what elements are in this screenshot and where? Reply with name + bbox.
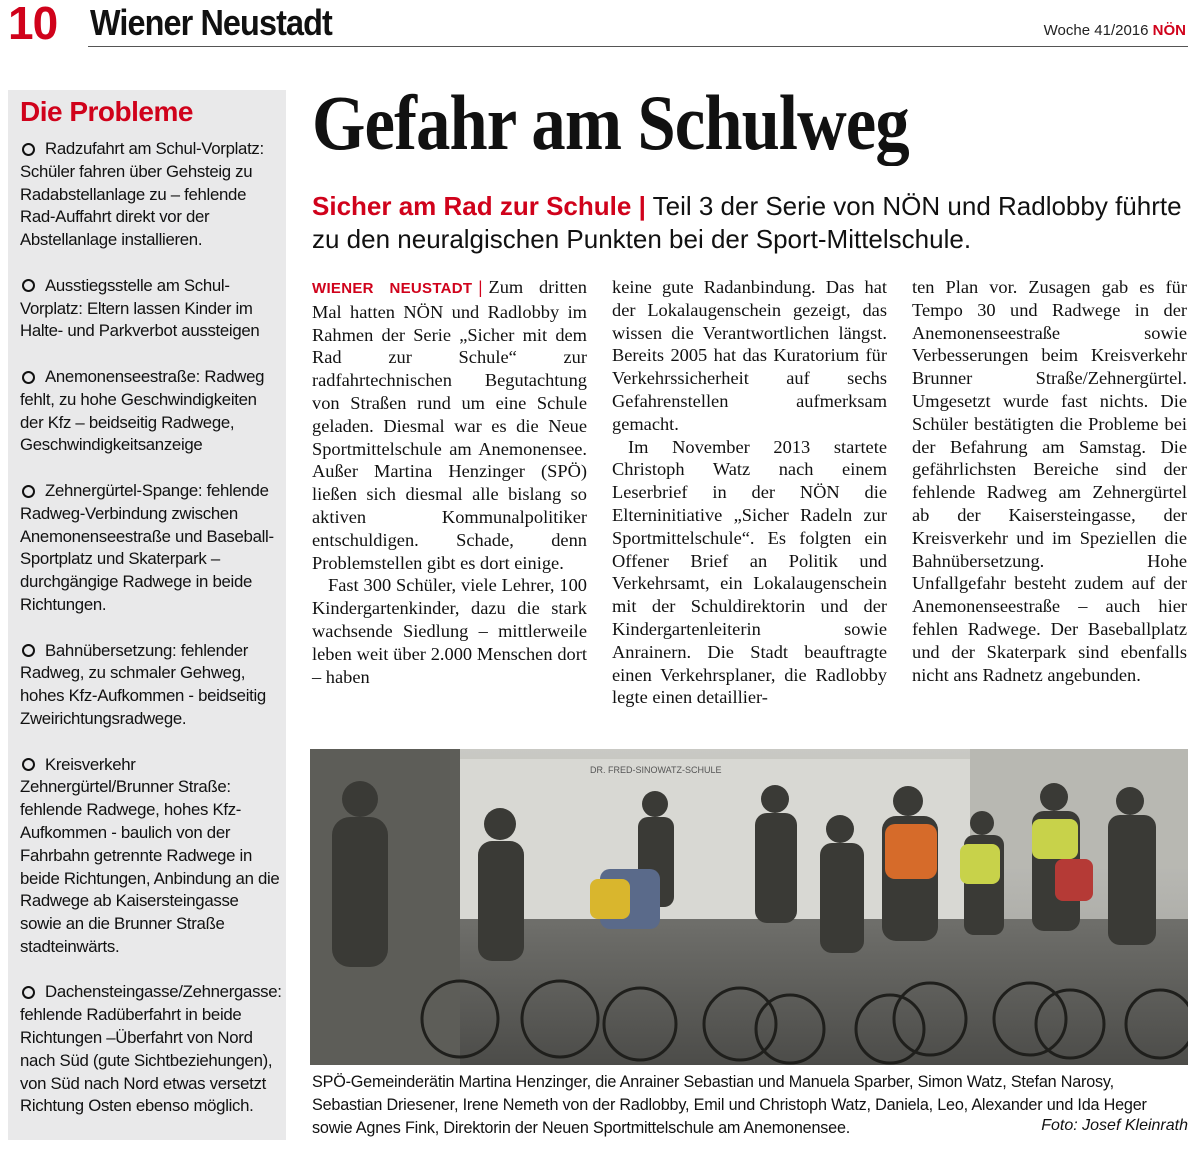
section-title: Wiener Neustadt bbox=[90, 2, 332, 43]
issue-week: Woche 41/2016 bbox=[1043, 22, 1149, 39]
body-paragraph: ten Plan vor. Zusagen gab es für Tempo 30 und Radwege in der Anemonenseestraße sowie Verbesserungen beim Kreisverkehr Brunner Straße/Zehnergürtel. Umgesetzt wurde fast nichts. Die Schüler bestätigten die Probleme bei der Befahrung am Samstag. Die gefährlichsten Bereiche sind der fehlende Radweg am Zehnergürtel ab der Kaisersteingasse, der Kreisverkehr und im Speziellen die Bahnübersetzung. Hohe Unfallgefahr besteht zudem auf der Anemonenseestraße – auch hier fehlen Radwege. Der Baseballplatz und der Skaterpark sind ebenfalls nicht ans Radnetz angebunden. bbox=[912, 277, 1187, 685]
problem-text: Ausstiegsstelle am Schul-Vorplatz: Eltern lassen Kinder im Halte- und Parkverbot aussteigen bbox=[20, 275, 260, 341]
issue-label bbox=[1044, 22, 1186, 39]
list-item bbox=[20, 480, 282, 617]
list-item bbox=[20, 754, 282, 959]
article-column-2 bbox=[612, 276, 887, 709]
group-photo-illustration bbox=[310, 749, 1188, 1065]
circle-bullet-icon bbox=[22, 986, 35, 999]
problems-list bbox=[20, 138, 282, 1141]
article-subheadline bbox=[312, 190, 1200, 256]
circle-bullet-icon bbox=[22, 371, 35, 384]
problem-text: Zehnergürtel-Spange: fehlende Radweg-Verbindung zwischen Anemonenseestraße und Baseball-Sportplatz und Skaterpark – durchgängige Radwege in beide Richtungen. bbox=[20, 480, 274, 614]
page-number: 10 bbox=[8, 0, 58, 49]
circle-bullet-icon bbox=[22, 279, 35, 292]
circle-bullet-icon bbox=[22, 758, 35, 771]
problem-text: Radzufahrt am Schul-Vorplatz: Schüler fahren über Gehsteig zu Radabstellanlage zu – fehlende Rad-Auffahrt direkt vor der Abstellanlage installieren. bbox=[20, 139, 264, 250]
subheadline-text: Teil 3 der Serie von NÖN und Radlobby führte zu den neuralgischen Punkten bei der Sport-Mittelschule. bbox=[312, 191, 1182, 254]
article-column-3 bbox=[912, 276, 1187, 686]
body-paragraph: keine gute Radanbindung. Das hat der Lokalaugenschein gezeigt, das wissen die Verantwortlichen längst. Bereits 2005 hat das Kuratorium für Verkehrssicherheit auf sechs Gefahrenstellen aufmerksam gemacht. bbox=[612, 277, 887, 434]
circle-bullet-icon bbox=[22, 644, 35, 657]
school-sign: DR. FRED-SINOWATZ-SCHULE bbox=[590, 765, 722, 775]
group-photo bbox=[310, 749, 1188, 1065]
photo-caption: SPÖ-Gemeinderätin Martina Henzinger, die Anrainer Sebastian und Manuela Sparber, Simon Watz, Stefan Narosy, Sebastian Driesener, Irene Nemeth von der Radlobby, Emil und Christoph Watz, Daniela, Leo, Alexander und Ida Heger sowie Agnes Fink, Direktorin der Neuen Sportmittelschule am Anemonensee. bbox=[312, 1073, 1147, 1137]
dateline-separator: | bbox=[478, 277, 483, 297]
problem-text: Anemonenseestraße: Radweg fehlt, zu hohe Geschwindigkeiten der Kfz – beidseitig Radwege, Geschwindigkeitsanzeige bbox=[20, 366, 265, 455]
subheadline-separator: | bbox=[638, 191, 646, 221]
sidebar-title: Die Probleme bbox=[20, 96, 193, 127]
article-column-1 bbox=[312, 276, 587, 688]
header-divider bbox=[88, 46, 1188, 47]
list-item bbox=[20, 138, 282, 252]
list-item bbox=[20, 275, 282, 343]
body-text: Zum dritten Mal hatten NÖN und Radlobby im Rahmen der Serie „Sicher mit dem Rad zur Schule“ zur radfahrtechnischen Begutachtung von Straßen rund um eine Schule geladen. Diesmal war es die Neue Sportmittelschule am Anemonensee. Außer Martina Henzinger (SPÖ) ließen sich diesmal alle bislang so aktiven Kommunalpolitiker entschuldigen. Schade, denn Problemstellen gibt es dort einige. bbox=[312, 277, 587, 573]
body-paragraph: Im November 2013 startete Christoph Watz nach einem Leserbrief in der NÖN die Elterninitiative „Sicher Radeln zur Sportmittelschule“. Es folgten ein Offener Brief an Politik und Verkehrsamt, ein Lokalaugenschein mit der Schuldirektorin und der Kindergartenleiterin sowie Anrainern. Die Stadt beauftragte einen Verkehrsplaner, die Radlobby legte einen detaillier- bbox=[612, 436, 887, 708]
list-item bbox=[20, 640, 282, 731]
list-item bbox=[20, 366, 282, 457]
photo-credit: Foto: Josef Kleinrath bbox=[1041, 1117, 1188, 1134]
problems-sidebar bbox=[8, 90, 286, 1140]
body-paragraph bbox=[312, 276, 587, 574]
brand-logo: NÖN bbox=[1152, 22, 1186, 39]
page-header bbox=[0, 0, 1200, 48]
article-headline: Gefahr am Schulweg bbox=[312, 79, 909, 166]
circle-bullet-icon bbox=[22, 143, 35, 156]
subheadline-series-label: Sicher am Rad zur Schule bbox=[312, 191, 632, 221]
problem-text: Dachensteingasse/Zehnergasse: fehlende Radüberfahrt in beide Richtungen –Überfahrt von Nord nach Süd (gute Sichtbeziehungen), von Süd nach Nord etwas versetzt Richtung Osten ebenso möglich. bbox=[20, 982, 282, 1116]
problem-text: Bahnübersetzung: fehlender Radweg, zu schmaler Gehweg, hohes Kfz-Aufkommen - beidseitig Zweirichtungsradwege. bbox=[20, 640, 266, 728]
list-item bbox=[20, 981, 282, 1118]
dateline: WIENER NEUSTADT bbox=[312, 280, 473, 297]
problem-text: Kreisverkehr Zehnergürtel/Brunner Straße: fehlende Radwege, hohes Kfz-Aufkommen - baulich von der Fahrbahn getrennte Radwege in beide Richtungen, Anbindung an die Radwege ab Kaisersteingasse sowie an die Brunner Straße stadteinwärts. bbox=[20, 754, 280, 956]
body-paragraph: Fast 300 Schüler, viele Lehrer, 100 Kindergartenkinder, dazu die stark wachsende Siedlung – mittlerweile leben weit über 2.000 Menschen dort – haben bbox=[312, 575, 587, 687]
circle-bullet-icon bbox=[22, 485, 35, 498]
